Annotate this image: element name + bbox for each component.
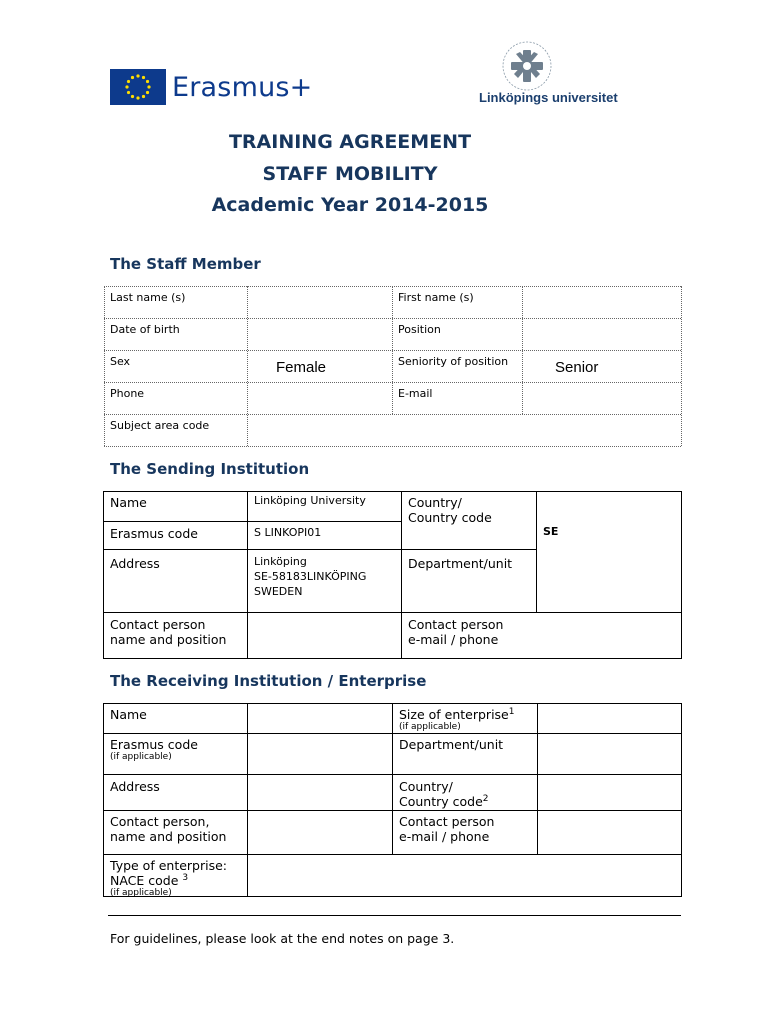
linkoping-university-seal-icon xyxy=(496,40,558,92)
erasmus-plus-logo-text: Erasmus+ xyxy=(172,72,313,103)
sending-contact-email-label: Contact person e-mail / phone xyxy=(408,617,504,647)
eu-flag-star xyxy=(127,91,130,94)
eu-flag-icon xyxy=(110,69,166,105)
eu-flag-star xyxy=(146,80,149,83)
sending-contact-email-field[interactable] xyxy=(537,613,681,658)
receiving-department-label: Department/unit xyxy=(399,737,504,752)
sending-name-field[interactable]: Linköping University xyxy=(254,494,366,507)
receiving-country-label: Country/ Country code$^2$ xyxy=(399,779,489,810)
receiving-contact-email-field[interactable] xyxy=(538,811,681,854)
receiving-name-field[interactable] xyxy=(248,704,392,733)
first-name-field[interactable] xyxy=(523,287,681,318)
receiving-size-label: Size of enterprise$^1$ (if applicable) xyxy=(399,707,515,733)
subject-area-code-label: Subject area code xyxy=(110,419,210,432)
date-of-birth-field[interactable] xyxy=(248,319,392,350)
sending-erasmus-code-field[interactable]: S LINKOPI01 xyxy=(254,526,322,539)
first-name-label: First name (s) xyxy=(398,291,474,304)
eu-flag-star xyxy=(127,80,130,83)
sending-country-label: Country/ Country code xyxy=(408,495,492,525)
receiving-address-label: Address xyxy=(110,779,160,794)
receiving-name-label: Name xyxy=(110,707,147,722)
sending-contact-label: Contact person name and position xyxy=(110,617,227,647)
receiving-enterprise-type-field[interactable] xyxy=(248,855,681,896)
university-name: Linköpings universitet xyxy=(479,90,618,105)
eu-flag-star xyxy=(125,85,128,88)
receiving-enterprise-type-label: Type of enterprise: NACE code $^3$ (if applicable) xyxy=(110,858,228,899)
academic-year: Academic Year 2014-2015 xyxy=(211,194,489,216)
eu-flag-star xyxy=(136,74,139,77)
seniority-label: Seniority of position xyxy=(398,355,509,368)
eu-flag-star xyxy=(131,95,134,98)
receiving-department-field[interactable] xyxy=(538,734,681,774)
eu-flag-star xyxy=(147,85,150,88)
receiving-address-field[interactable] xyxy=(248,775,392,810)
eu-flag-star xyxy=(131,76,134,79)
eu-flag-star xyxy=(142,76,145,79)
sending-country-code-field[interactable]: SE xyxy=(543,525,559,538)
document-title: TRAINING AGREEMENT xyxy=(228,131,472,153)
subject-area-code-field[interactable] xyxy=(248,415,681,446)
last-name-field[interactable] xyxy=(248,287,392,318)
staff-member-heading: The Staff Member xyxy=(110,255,261,273)
seniority-field[interactable]: Senior xyxy=(555,359,599,376)
date-of-birth-label: Date of birth xyxy=(110,323,180,336)
sending-institution-heading: The Sending Institution xyxy=(110,460,310,478)
receiving-erasmus-code-field[interactable] xyxy=(248,734,392,774)
sending-erasmus-code-label: Erasmus code xyxy=(110,526,198,541)
receiving-size-field[interactable] xyxy=(538,704,681,733)
sending-name-label: Name xyxy=(110,495,147,510)
receiving-country-field[interactable] xyxy=(538,775,681,810)
last-name-label: Last name (s) xyxy=(110,291,186,304)
receiving-erasmus-code-label: Erasmus code (if applicable) xyxy=(110,737,198,762)
email-label: E-mail xyxy=(398,387,433,400)
sending-address-field[interactable]: Linköping SE-58183LINKÖPING SWEDEN xyxy=(254,555,367,598)
email-field[interactable] xyxy=(523,383,681,414)
document-subtitle: STAFF MOBILITY xyxy=(262,163,438,185)
footnote-guidelines: For guidelines, please look at the end notes on page 3. xyxy=(110,931,455,946)
eu-flag-star xyxy=(146,91,149,94)
eu-flag-star xyxy=(136,96,139,99)
position-field[interactable] xyxy=(523,319,681,350)
sending-contact-field[interactable] xyxy=(248,613,401,658)
receiving-contact-email-label: Contact person e-mail / phone xyxy=(399,814,495,844)
sending-address-label: Address xyxy=(110,556,160,571)
sex-field[interactable]: Female xyxy=(276,359,327,376)
phone-label: Phone xyxy=(110,387,145,400)
phone-field[interactable] xyxy=(248,383,392,414)
position-label: Position xyxy=(398,323,441,336)
sending-department-label: Department/unit xyxy=(408,556,513,571)
sex-label: Sex xyxy=(110,355,131,368)
receiving-contact-field[interactable] xyxy=(248,811,392,854)
receiving-institution-heading: The Receiving Institution / Enterprise xyxy=(110,672,427,690)
footnote-divider xyxy=(108,915,681,916)
eu-flag-star xyxy=(142,95,145,98)
receiving-contact-label: Contact person, name and position xyxy=(110,814,227,844)
